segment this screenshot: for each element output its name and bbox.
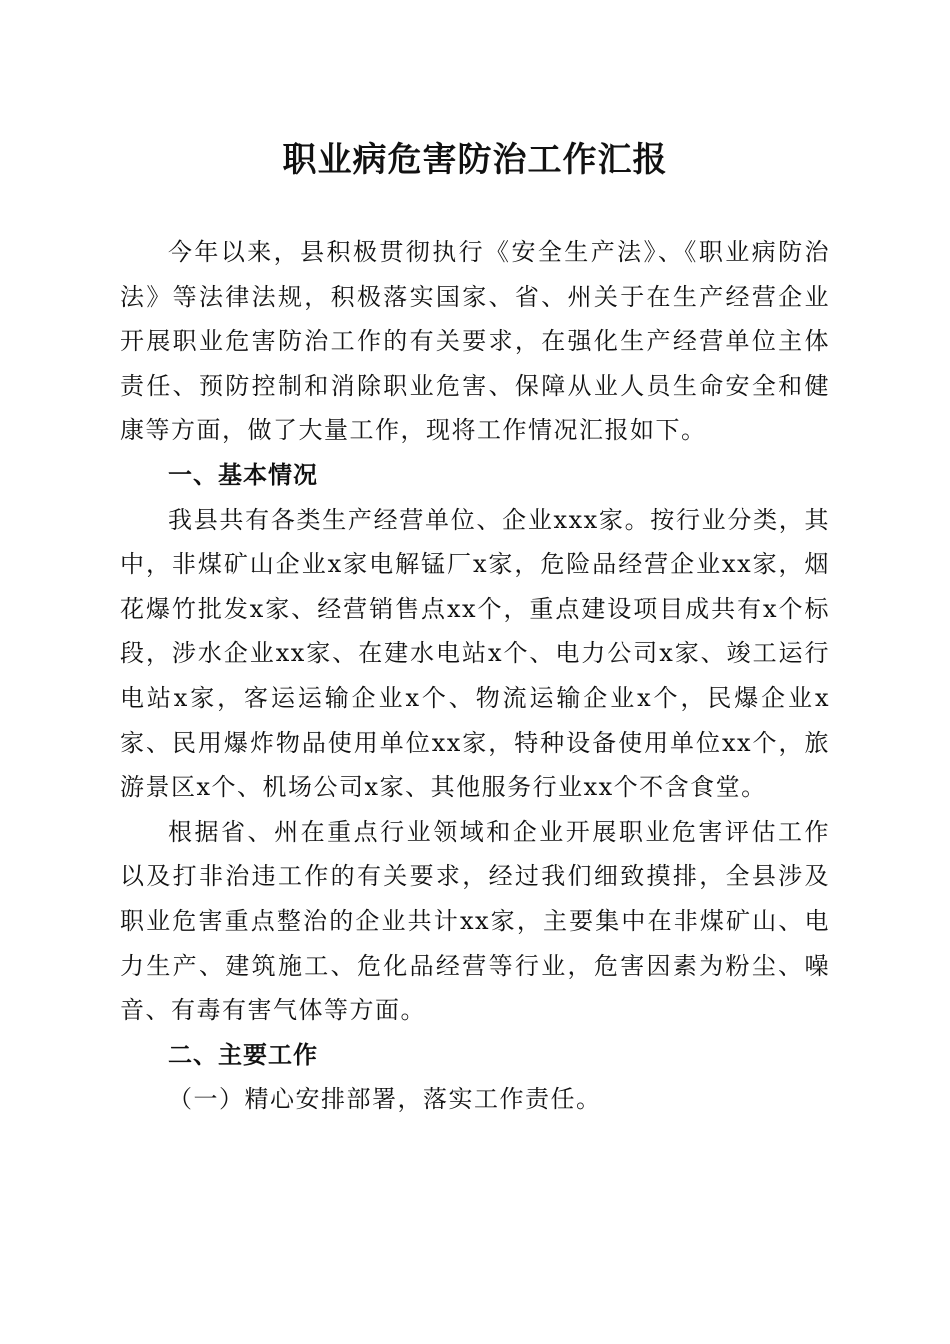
section-heading-main-work: 二、主要工作 [168,1040,318,1069]
document-body [120,230,830,1122]
section-heading-basic-situation: 一、基本情况 [168,460,318,489]
document-title: 职业病危害防治工作汇报 [282,140,668,180]
paragraph-enterprise-counts: 我县共有各类生产经营单位、企业xxx家。按行业分类，其中，非煤矿山企业x家电解锰厂x家，危险品经营企业xx家，烟花爆竹批发x家、经营销售点xx个，重点建设项目成共有x个标段，涉水企业xx家、在建水电站x个、电力公司x家、竣工运行电站x家，客运运输企业x个、物流运输企业x个，民爆企业x家、民用爆炸物品使用单位xx家，特种设备使用单位xx个，旅游景区x个、机场公司x家、其他服务行业xx个不含食堂。 [120,505,830,802]
intro-paragraph: 今年以来，县积极贯彻执行《安全生产法》、《职业病防治法》等法律法规，积极落实国家、省、州关于在生产经营企业开展职业危害防治工作的有关要求，在强化生产经营单位主体责任、预防控制和消除职业危害、保障从业人员生命安全和健康等方面，做了大量工作，现将工作情况汇报如下。 [120,238,830,445]
paragraph-hazard-survey: 根据省、州在重点行业领域和企业开展职业危害评估工作以及打非治违工作的有关要求，经过我们细致摸排，全县涉及职业危害重点整治的企业共计xx家，主要集中在非煤矿山、电力生产、建筑施工、危化品经营等行业，危害因素为粉尘、噪音、有毒有害气体等方面。 [120,817,830,1025]
subsection-heading-deployment: （一）精心安排部署，落实工作责任。 [168,1085,602,1114]
